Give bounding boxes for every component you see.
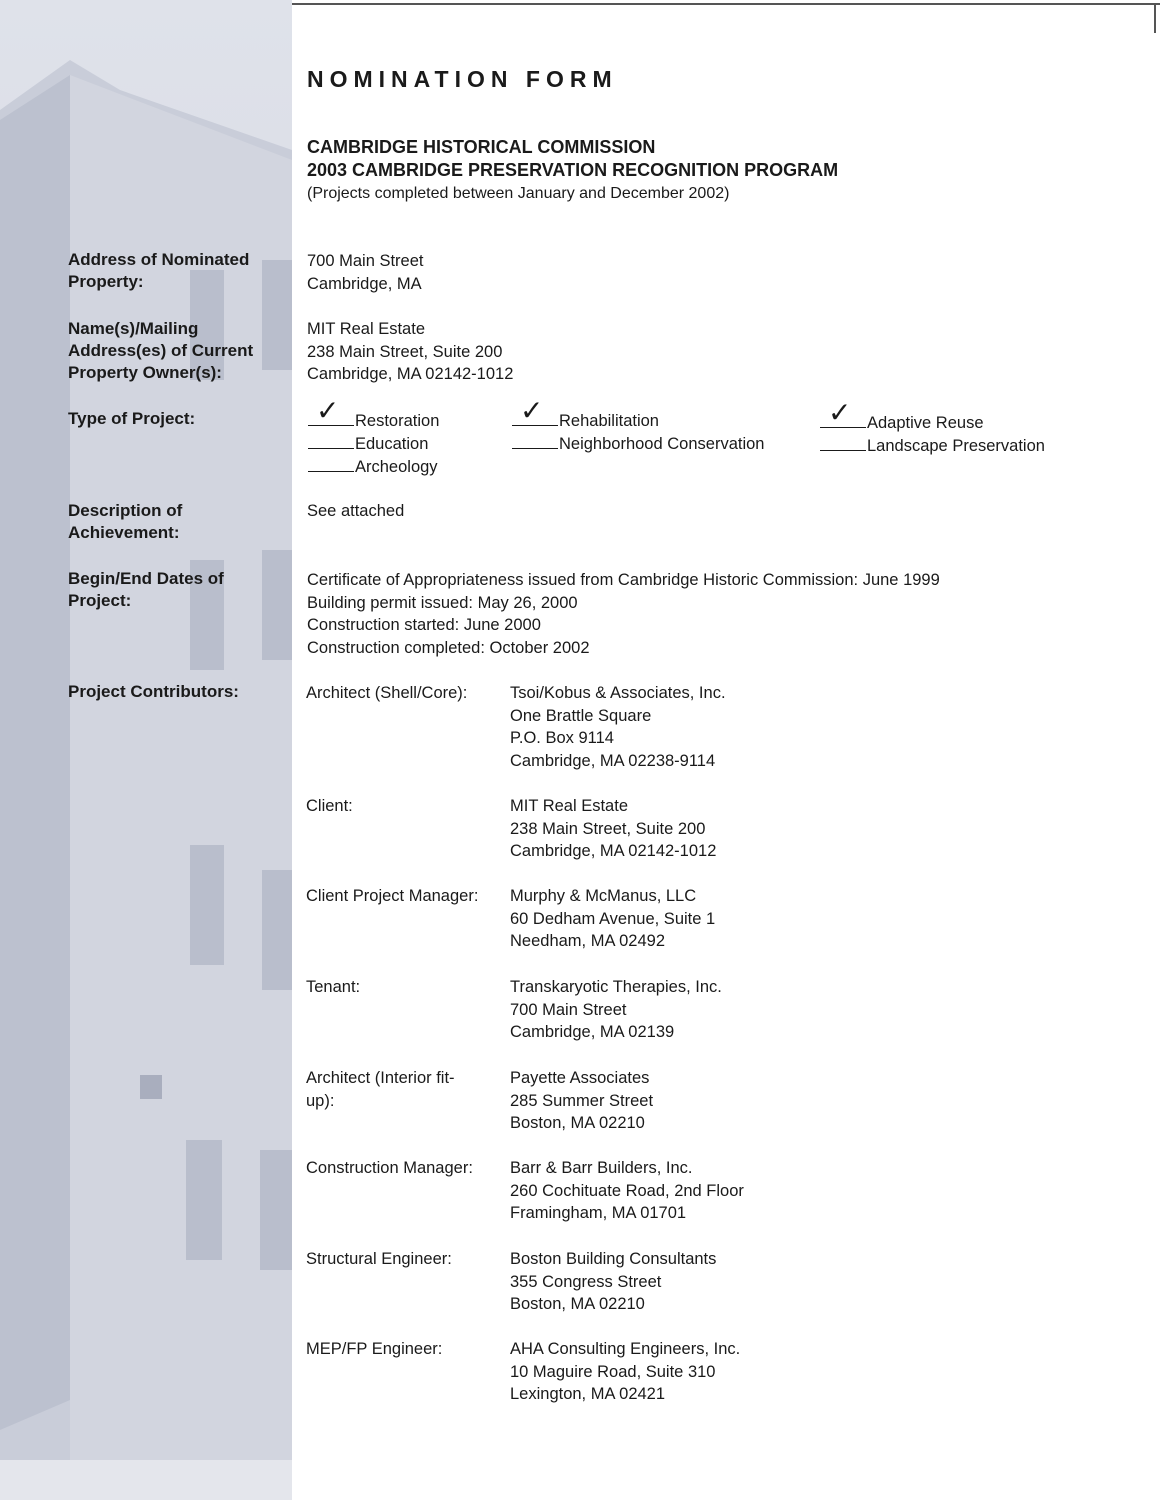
contributor-address: Transkaryotic Therapies, Inc. 700 Main Street Cambridge, MA 02139 (510, 978, 722, 1041)
contributor-address: Boston Building Consultants 355 Congress Street Boston, MA 02210 (510, 1250, 717, 1313)
contributor-role: Architect (Interior fit-up): (306, 1069, 455, 1110)
contributor-address: Payette Associates 285 Summer Street Boston, MA 02210 (510, 1069, 654, 1132)
dates-value (307, 569, 940, 659)
right-border (1154, 3, 1156, 33)
checkbox-education[interactable]: Education (308, 432, 428, 454)
checkbox-rehabilitation[interactable]: ✓ Rehabilitation (512, 409, 659, 431)
contributor-role: Architect (Shell/Core): (306, 684, 468, 702)
contributor-role: Client: (306, 797, 353, 815)
project-type-label: Type of Project: (68, 409, 196, 428)
top-border (292, 3, 1160, 5)
contributor-address: Murphy & McManus, LLC 60 Dedham Avenue, Suite 1 Needham, MA 02492 (510, 887, 716, 950)
address-label: Address of Nominated Property: (68, 250, 250, 291)
check-mark-icon: ✓ (316, 394, 340, 427)
contributor-role: MEP/FP Engineer: (306, 1340, 443, 1358)
date-line: Building permit issued: May 26, 2000 (307, 593, 578, 612)
form-title: NOMINATION FORM (307, 66, 618, 92)
contributor-role: Tenant: (306, 978, 361, 996)
owner-value (307, 318, 513, 386)
description-label: Description of Achievement: (68, 501, 183, 542)
building-photo-sidebar (0, 0, 292, 1500)
program-subtitle: (Projects completed between January and December 2002) (307, 185, 730, 202)
checkbox-archeology[interactable]: Archeology (308, 455, 438, 477)
contributors-label: Project Contributors: (68, 682, 239, 701)
checkbox-neighborhood-conservation[interactable]: Neighborhood Conservation (512, 432, 764, 454)
address-value (307, 250, 423, 295)
checkbox-adaptive-reuse[interactable]: ✓ Adaptive Reuse (820, 411, 984, 433)
check-mark-icon: ✓ (828, 396, 852, 429)
checkbox-landscape-preservation[interactable]: Landscape Preservation (820, 434, 1045, 456)
description-value: See attached (307, 502, 405, 520)
contributor-address: Tsoi/Kobus & Associates, Inc. One Brattle Square P.O. Box 9114 Cambridge, MA 02238-9114 (510, 684, 726, 770)
address-line: 700 Main Street (307, 252, 424, 270)
address-line: Cambridge, MA (307, 274, 422, 293)
dates-label: Begin/End Dates of Project: (68, 569, 224, 610)
date-line: Certificate of Appropriateness issued from Cambridge Historic Commission: June 1999 (307, 571, 940, 589)
organization-header (307, 136, 838, 205)
contributor-role: Construction Manager: (306, 1159, 473, 1177)
contributor-address: MIT Real Estate 238 Main Street, Suite 200 Cambridge, MA 02142-1012 (510, 797, 717, 860)
owner-line: Cambridge, MA 02142-1012 (307, 365, 514, 383)
contributor-address: AHA Consulting Engineers, Inc. 10 Maguire Road, Suite 310 Lexington, MA 02421 (510, 1340, 741, 1403)
checkbox-restoration[interactable]: ✓ Restoration (308, 409, 439, 431)
contributor-role: Client Project Manager: (306, 887, 479, 905)
date-line: Construction started: June 2000 (307, 616, 541, 634)
owner-line: MIT Real Estate (307, 320, 425, 338)
org-name: CAMBRIDGE HISTORICAL COMMISSION (307, 137, 656, 157)
contributor-address: Barr & Barr Builders, Inc. 260 Cochituate Road, 2nd Floor Framingham, MA 01701 (510, 1159, 744, 1222)
check-mark-icon: ✓ (520, 394, 544, 427)
date-line: Construction completed: October 2002 (307, 638, 590, 657)
owner-line: 238 Main Street, Suite 200 (307, 342, 503, 361)
program-name: 2003 CAMBRIDGE PRESERVATION RECOGNITION PROGRAM (307, 160, 839, 180)
owner-label: Name(s)/Mailing Address(es) of Current Property Owner(s): (68, 319, 254, 382)
contributor-role: Structural Engineer: (306, 1250, 452, 1268)
building-illustration (0, 0, 292, 1500)
